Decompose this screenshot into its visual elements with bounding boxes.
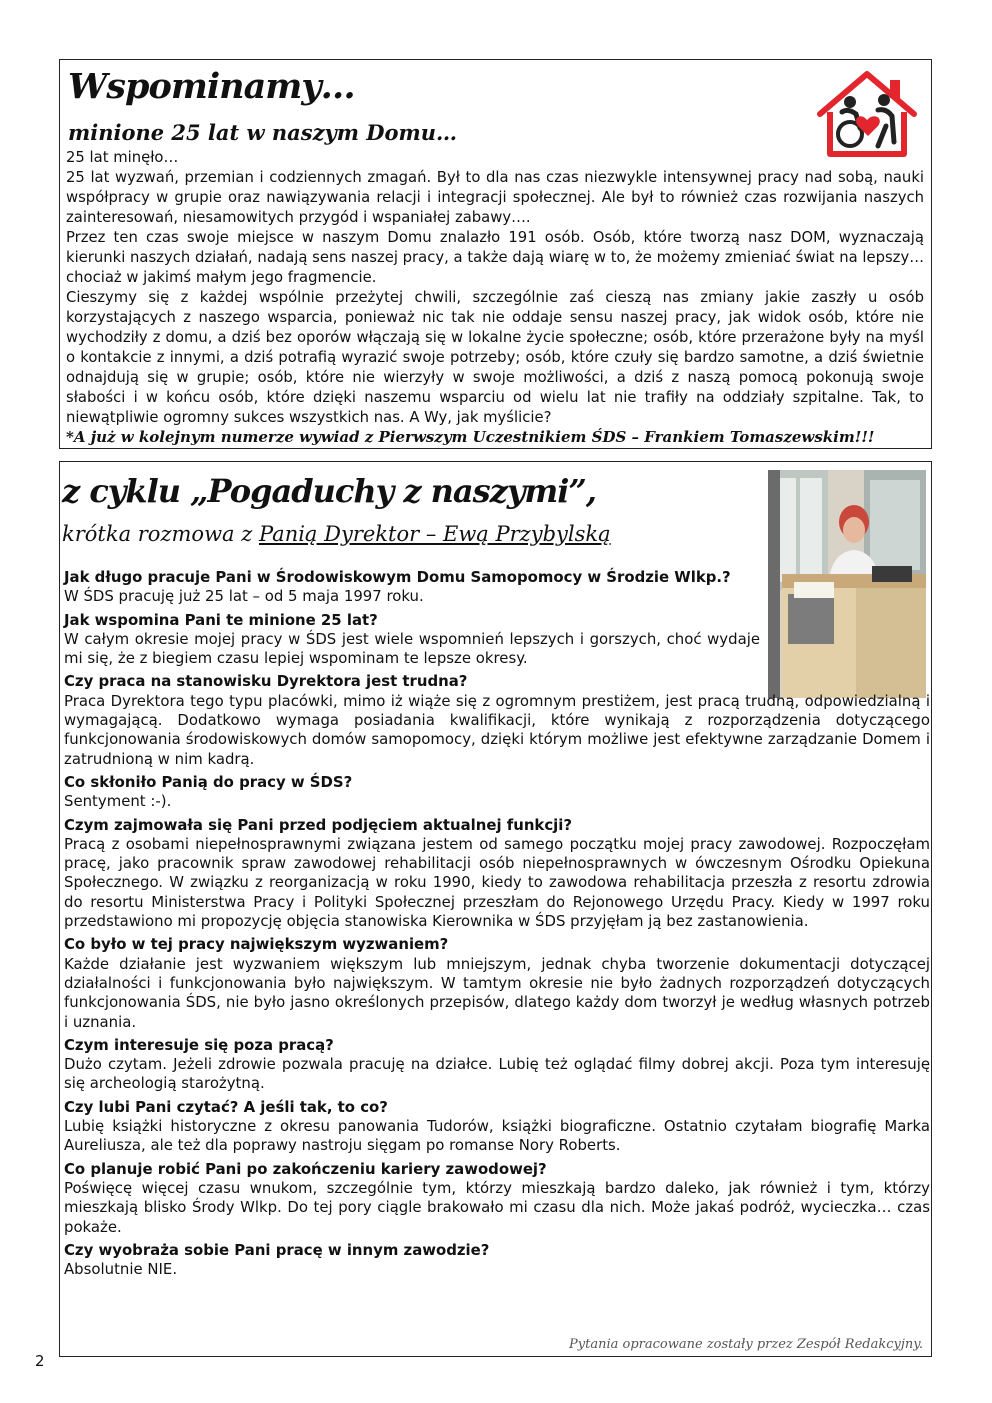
interview-subtitle [62,522,611,546]
memories-section [59,59,932,449]
answer: Absolutnie NIE. [64,1260,178,1279]
question: Co było w tej pracy największym wyzwaniem? [64,935,449,954]
section-subtitle: minione 25 lat w naszym Domu… [68,120,457,145]
answer: Pracą z osobami niepełnosprawnymi związana jestem od samego początku mojej pracy zawodowej. Rozpoczęłam pracę, jako pracownik spraw zawodowej rehabilitacji osób niepełnosprawnych w ówczesnym Ośrodku Opiekuna Społecznego. W związku z reorganizacją w roku 1990, kiedy to zawodowa rehabilitacja przeszła z resortu zdrowia do resortu Ministerstwa Pracy i Polityki Społecznej przeszłam do Rejonowego Urzędu Pracy. Kiedy w 1997 roku przedstawiono mi propozycję objęcia stanowiska Kierownika w ŚDS przyjęłam ją bez zastanowienia. [64,834,930,931]
paragraph: 25 lat minęło… [66,149,179,166]
interviewee-name: Panią Dyrektor – Ewą Przybylską [258,522,611,546]
question: Czy lubi Pani czytać? A jeśli tak, to co? [64,1097,388,1116]
paragraph: Cieszymy się z każdej wspólnie przeżytej chwili, szczególnie zaś cieszą nas zmiany jakie zaszły u osób korzystających z naszego wsparcia, ponieważ nic tak nie oddaje sensu naszej pracy, jak widok osób, które nie wychodziły z domu, a dziś bez oporów włączają się w lokalne życie społeczne; osób, które przerażone były na myśl o kontakcie z innymi, a dziś potrafią wyrazić swoje potrzeby; osób, które czuły się bardzo samotne, a dziś świetnie odnajdują się w grupie; osób, które nie wierzyły w swoje możliwości, a dziś z naszą pomocą pokonują swoje słabości i w końcu osób, które dzięki naszemu wsparciu od wielu lat nie trafiły na oddziały szpitalne. Tak, to niewątpliwie ogromny sukces wszystkich nas. A Wy, jak myślicie? [66,289,924,426]
question: Co planuje robić Pani po zakończeniu kariery zawodowej? [64,1159,547,1178]
answer: Dużo czytam. Jeżeli zdrowie pozwala pracuję na działce. Lubię też oglądać filmy dobrej akcji. Poza tym interesuję się archeologią starożytną. [64,1055,930,1093]
question: Jak wspomina Pani te minione 25 lat? [64,610,378,629]
interview-qa [64,568,930,1283]
question: Czym zajmowała się Pani przed podjęciem aktualnej funkcji? [64,815,572,834]
question: Czym interesuje się poza pracą? [64,1035,334,1054]
answer: Sentyment :-). [64,792,172,811]
section-title: Wspominamy… [68,66,355,107]
interview-title: z cyklu „Pogaduchy z naszymi”, [62,472,596,510]
answer: Poświęcę więcej czasu wnukom, szczególnie tym, którzy mieszkają bardzo daleko, jak również i tym, którzy mieszkają blisko Środy Wlkp. Do tej pory ciągle brakowało mi czasu dla nich. Może jakaś podróż, wycieczka… czas pokaże. [64,1178,930,1236]
house-logo-icon [812,68,922,160]
answer: W całym okresie mojej pracy w ŚDS jest wiele wspomnień lepszych i gorszych, choć wydaje mi się, że z biegiem czasu lepiej wspominam te lepsze okresy. [64,629,760,668]
question: Czy wyobraża sobie Pani pracę w innym zawodzie? [64,1240,490,1259]
answer: Praca Dyrektora tego typu placówki, mimo iż wiąże się z ogromnym prestiżem, jest pracą trudną, odpowiedzialną i wymagającą. Dodatkowo wymaga posiadania kwalifikacji, które wynikają z rozporządzenia dotyczącego funkcjonowania środowiskowych domów samopomocy, dzięki którym możliwe jest efektywne zarządzanie Domem i zatrudnioną w nim kadrą. [64,691,930,768]
subtitle-prefix: krótka rozmowa z [62,522,259,546]
paragraph: 25 lat wyzwań, przemian i codziennych zmagań. Był to dla nas czas niezwykle intensywnej pracy nad sobą, nauki współpracy w grupie oraz nawiązywania relacji i integracji społecznej. Ale był to również czas rozwijania naszych zainteresowań, niesamowitych przygód i wspaniałej zabawy…. [66,169,924,226]
questions-credit: Pytania opracowane zostały przez Zespół Redakcyjny. [569,1337,923,1352]
answer: Każde działanie jest wyzwaniem większym lub mniejszym, jednak chyba tworzenie dokumentacji dotyczącej działalności i funkcjonowania było największym. W tamtym okresie nie było żadnych rozporządzeń dotyczących funkcjonowania ŚDS, nie było jasno określonych przepisów, dlatego każdy dom tworzył je według własnych potrzeb i uznania. [64,954,930,1031]
page-number: 2 [35,1352,45,1370]
next-issue-note: *A już w kolejnym numerze wywiad z Pierwszym Uczestnikiem ŚDS – Frankiem Tomaszewskim!!! [66,428,875,446]
question: Czy praca na stanowisku Dyrektora jest trudna? [64,672,468,691]
answer: Lubię książki historyczne z okresu panowania Tudorów, książki biograficzne. Ostatnio czytałam biografię Marka Aureliusza, ale też dla poprawy nastroju sięgam po romanse Nory Roberts. [64,1117,930,1155]
paragraph: Przez ten czas swoje miejsce w naszym Domu znalazło 191 osób. Osób, które tworzą nasz DOM, wyznaczają kierunki naszych działań, nadają sens naszej pracy, a także dają wiarę w to, że możemy zmieniać świat na lepszy… chociaż w jakimś małym jego fragmencie. [66,229,924,286]
interview-section [59,461,932,1357]
answer: W ŚDS pracuję już 25 lat – od 5 maja 1997 roku. [64,587,424,606]
question: Jak długo pracuje Pani w Środowiskowym Domu Samopomocy w Środzie Wlkp.? [64,568,731,586]
question: Co skłoniło Panią do pracy w ŚDS? [64,772,353,791]
memories-text [66,148,924,428]
